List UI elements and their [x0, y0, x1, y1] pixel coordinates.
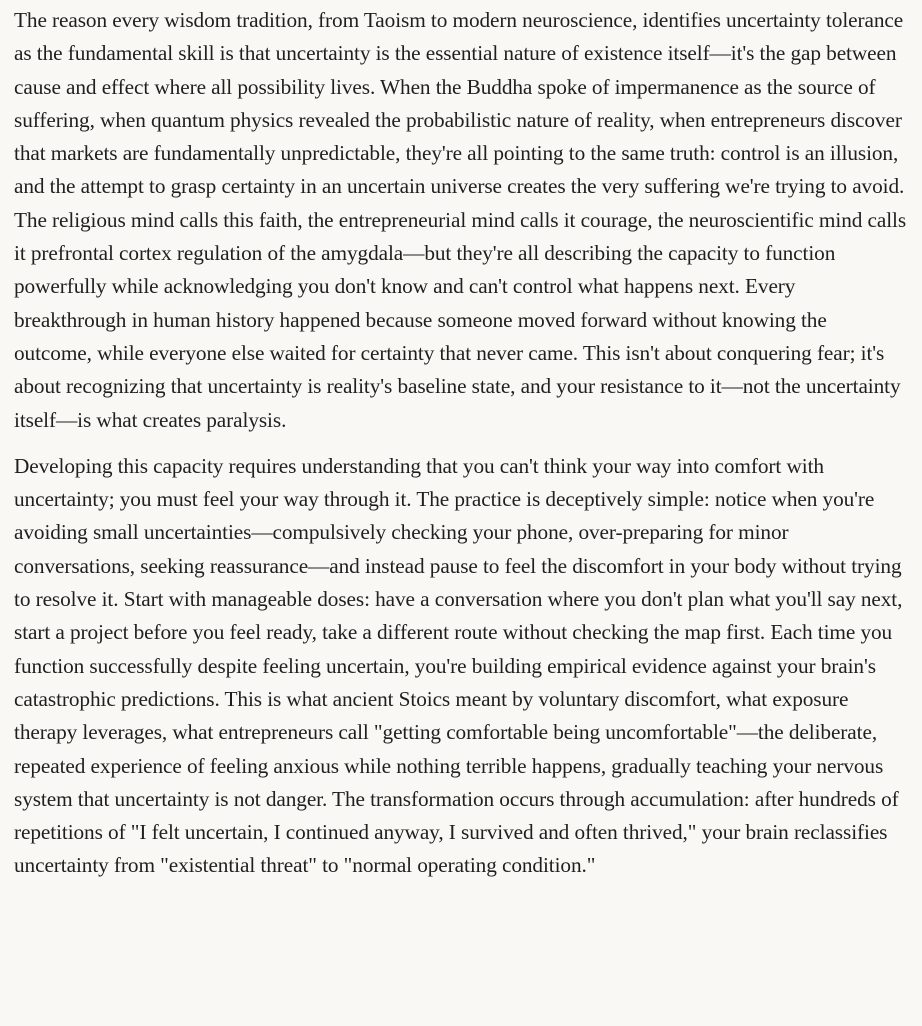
- paragraph-developing-capacity: Developing this capacity requires understanding that you can't think your way into comfort with uncertainty; you must feel your way through it. The practice is deceptively simple: notice when you're avoiding small uncertainties—compulsively checking your phone, over-preparing for minor conversations, seeking reassurance—and instead pause to feel the discomfort in your body without trying to resolve it. Start with manageable doses: have a conversation where you don't plan what you'll say next, start a project before you feel ready, take a different route without checking the map first. Each time you function successfully despite feeling uncertain, you're building empirical evidence against your brain's catastrophic predictions. This is what ancient Stoics meant by voluntary discomfort, what exposure therapy leverages, what entrepreneurs call "getting comfortable being uncomfortable"—the deliberate, repeated experience of feeling anxious while nothing terrible happens, gradually teaching your nervous system that uncertainty is not danger. The transformation occurs through accumulation: after hundreds of repetitions of "I felt uncertain, I continued anyway, I survived and often thrived," your brain reclassifies uncertainty from "existential threat" to "normal operating condition.": [14, 453, 903, 878]
- paragraph-wisdom-traditions: The reason every wisdom tradition, from Taoism to modern neuroscience, identifies uncertainty tolerance as the fundamental skill is that uncertainty is the essential nature of existence itself—it's the gap between cause and effect where all possibility lives. When the Buddha spoke of impermanence as the source of suffering, when quantum physics revealed the probabilistic nature of reality, when entrepreneurs discover that markets are fundamentally unpredictable, they're all pointing to the same truth: control is an illusion, and the attempt to grasp certainty in an uncertain universe creates the very suffering we're trying to avoid. The religious mind calls this faith, the entrepreneurial mind calls it courage, the neuroscientific mind calls it prefrontal cortex regulation of the amygdala—but they're all describing the capacity to function powerfully while acknowledging you don't know and can't control what happens next. Every breakthrough in human history happened because someone moved forward without knowing the outcome, while everyone else waited for certainty that never came. This isn't about conquering fear; it's about recognizing that uncertainty is reality's baseline state, and your resistance to it—not the uncertainty itself—is what creates paralysis.: [14, 8, 907, 432]
